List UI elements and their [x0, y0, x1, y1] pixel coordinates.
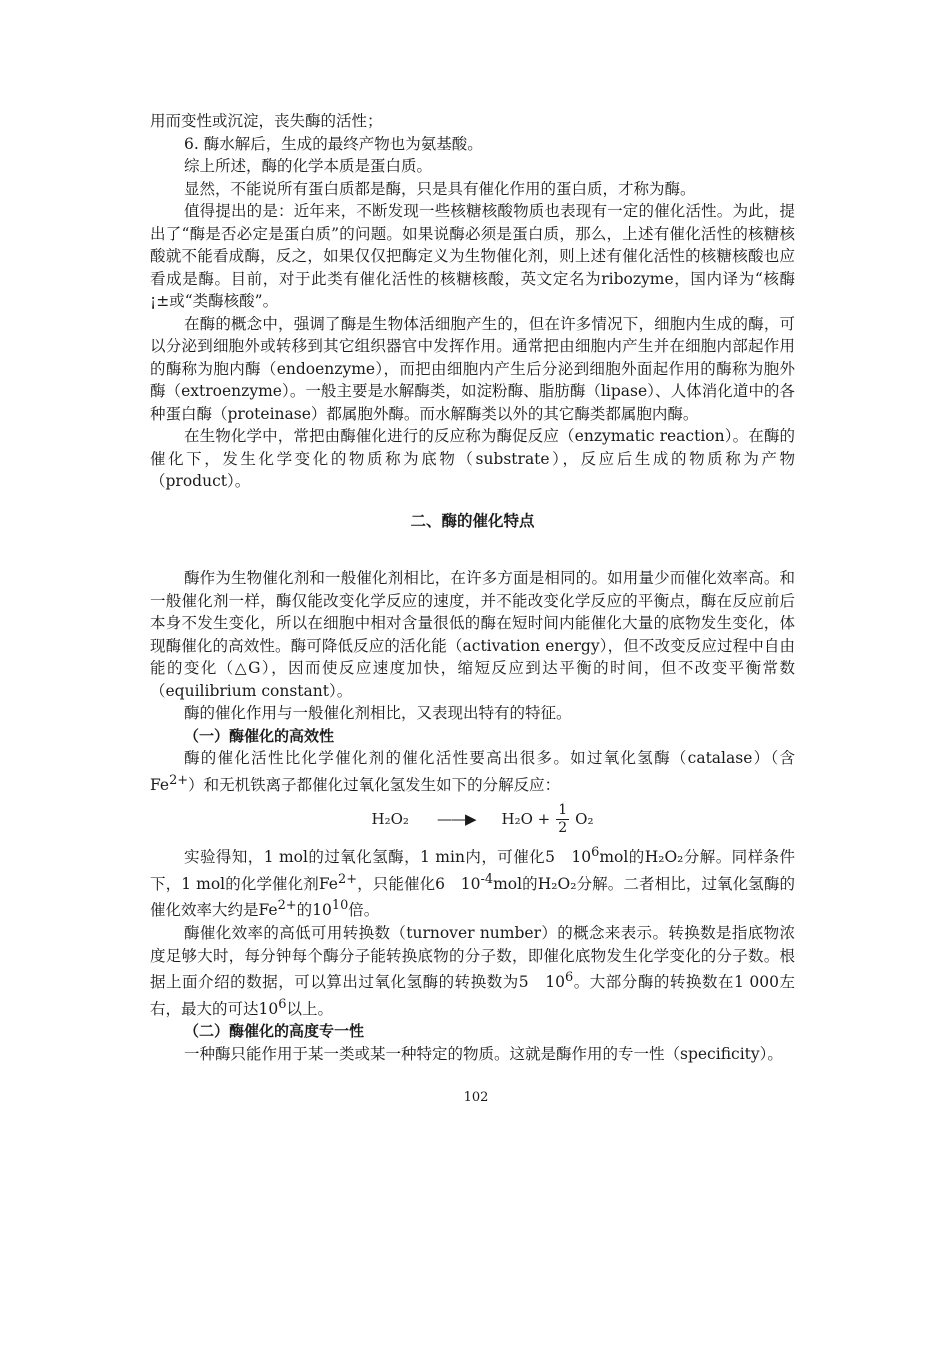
- text-run: ，只能催化6 10: [357, 874, 481, 893]
- paragraph: 综上所述，酶的化学本质是蛋白质。: [184, 157, 433, 175]
- superscript: 2+: [169, 772, 189, 788]
- equation-product: H₂O +: [501, 809, 551, 828]
- superscript: 6: [591, 845, 600, 861]
- superscript: 6: [278, 996, 287, 1012]
- paragraph: 6. 酶水解后，生成的最终产物也为氨基酸。: [184, 134, 483, 153]
- text-run: mol的H₂O₂分解。同样条件下，1 mol的化学催化剂Fe: [150, 848, 796, 893]
- text-run: 以上。: [286, 999, 333, 1018]
- superscript: 2+: [277, 898, 297, 914]
- paragraph: [150, 842, 795, 922]
- paragraph: 一种酶只能作用于某一类或某一种特定的物质。这就是酶作用的专一性（specificity）。: [184, 1044, 783, 1063]
- superscript: 2+: [337, 871, 358, 887]
- reaction-arrow-icon: ——▶: [436, 809, 476, 828]
- paragraph: 值得提出的是：近年来，不断发现一些核糖核酸物质也表现有一定的催化活性。为此，提出了“酶是否必定是蛋白质”的问题。如果说酶必须是蛋白质，那么，上述有催化活性的核糖核酸就不能看成酶，反之，如果仅仅把酶定义为生物催化剂，则上述有催化活性的核糖核酸也应看成是酶。目前，对于此类有催化活性的核糖核酸，英文定名为ribozyme，国内译为“核酶¡±或“类酶核酸”。: [150, 202, 795, 310]
- text-run: 实验得知，1 mol的过氧化氢酶，1 min内，可催化5 10: [184, 848, 592, 867]
- paragraph: 显然，不能说所有蛋白质都是酶，只是具有催化作用的蛋白质，才称为酶。: [184, 179, 696, 198]
- document-body: [150, 110, 795, 1065]
- text-run: mol的H₂O₂分解。二者相比，过氧化氢酶的催化效率大约是Fe: [150, 874, 796, 920]
- paragraph: 酶作为生物催化剂和一般催化剂相比，在许多方面是相同的。如用量少而催化效率高。和一般催化剂一样，酶仅能改变化学反应的速度，并不能改变化学反应的平衡点，酶在反应前后本身不发生变化，所以在细胞中相对含量很低的酶在短时间内能催化大量的底物发生变化，体现酶催化的高效性。酶可降低反应的活化能（activation energy），但不改变反应过程中自由能的变化（△G），因而使反应速度加快，缩短反应到达平衡的时间，但不改变平衡常数（equilibrium constant）。: [150, 569, 795, 700]
- fraction: [556, 802, 569, 837]
- paragraph: [150, 747, 795, 796]
- superscript: 6: [564, 970, 574, 986]
- paragraph: [150, 922, 795, 1020]
- paragraph: 用而变性或沉淀，丧失酶的活性；: [150, 112, 383, 130]
- text-run: 的10: [296, 901, 332, 920]
- subsection-heading: （二）酶催化的高度专一性: [184, 1022, 365, 1041]
- equation-product: O₂: [575, 809, 594, 828]
- text-run: ）和无机铁离子都催化过氧化氢发生如下的分解反应：: [188, 775, 561, 794]
- superscript: 10: [331, 898, 349, 914]
- reaction-equation: [170, 796, 795, 842]
- text-run: 酶的催化活性比化学催化剂的催化活性要高出很多。如过氧化氢酶（catalase）（含Fe: [150, 749, 795, 794]
- superscript: -4: [480, 871, 494, 887]
- equation-reactant: H₂O₂: [371, 809, 409, 828]
- subsection-heading: （一）酶催化的高效性: [184, 726, 335, 745]
- section-heading: 二、酶的催化特点: [410, 511, 535, 530]
- paragraph: 在酶的概念中，强调了酶是生物体活细胞产生的，但在许多情况下，细胞内生成的酶，可以分泌到细胞外或转移到其它组织器官中发挥作用。通常把由细胞内产生并在细胞内部起作用的酶称为胞内酶（endoenzyme），而把由细胞内产生后分泌到细胞外面起作用的酶称为胞外酶（extroenzyme）。一般主要是水解酶类，如淀粉酶、脂肪酶（lipase）、人体消化道中的各种蛋白酶（proteinase）都属胞外酶。而水解酶类以外的其它酶类都属胞内酶。: [150, 314, 795, 423]
- fraction-numerator: 1: [558, 801, 568, 818]
- paragraph: 在生物化学中，常把由酶催化进行的反应称为酶促反应（enzymatic reaction）。在酶的催化下，发生化学变化的物质称为底物（substrate），反应后生成的物质称为产物（product）。: [150, 427, 795, 490]
- fraction-denominator: 2: [558, 819, 568, 836]
- text-run: 酶催化效率的高低可用转换数（turnover number）的概念来表示。转换数是指底物浓度足够大时，每分钟每个酶分子能转换底物的分子数，即催化底物发生化学变化的分子数。根据上面介绍的数据，可以算出过氧化氢酶的转换数为5 10: [150, 924, 795, 992]
- text-run: 倍。: [348, 901, 380, 920]
- text-run: 。大部分酶的转换数在1 000左右，最大的可达10: [150, 973, 795, 1018]
- page-number: 102: [463, 1090, 489, 1105]
- paragraph: 酶的催化作用与一般催化剂相比，又表现出特有的特征。: [184, 704, 572, 722]
